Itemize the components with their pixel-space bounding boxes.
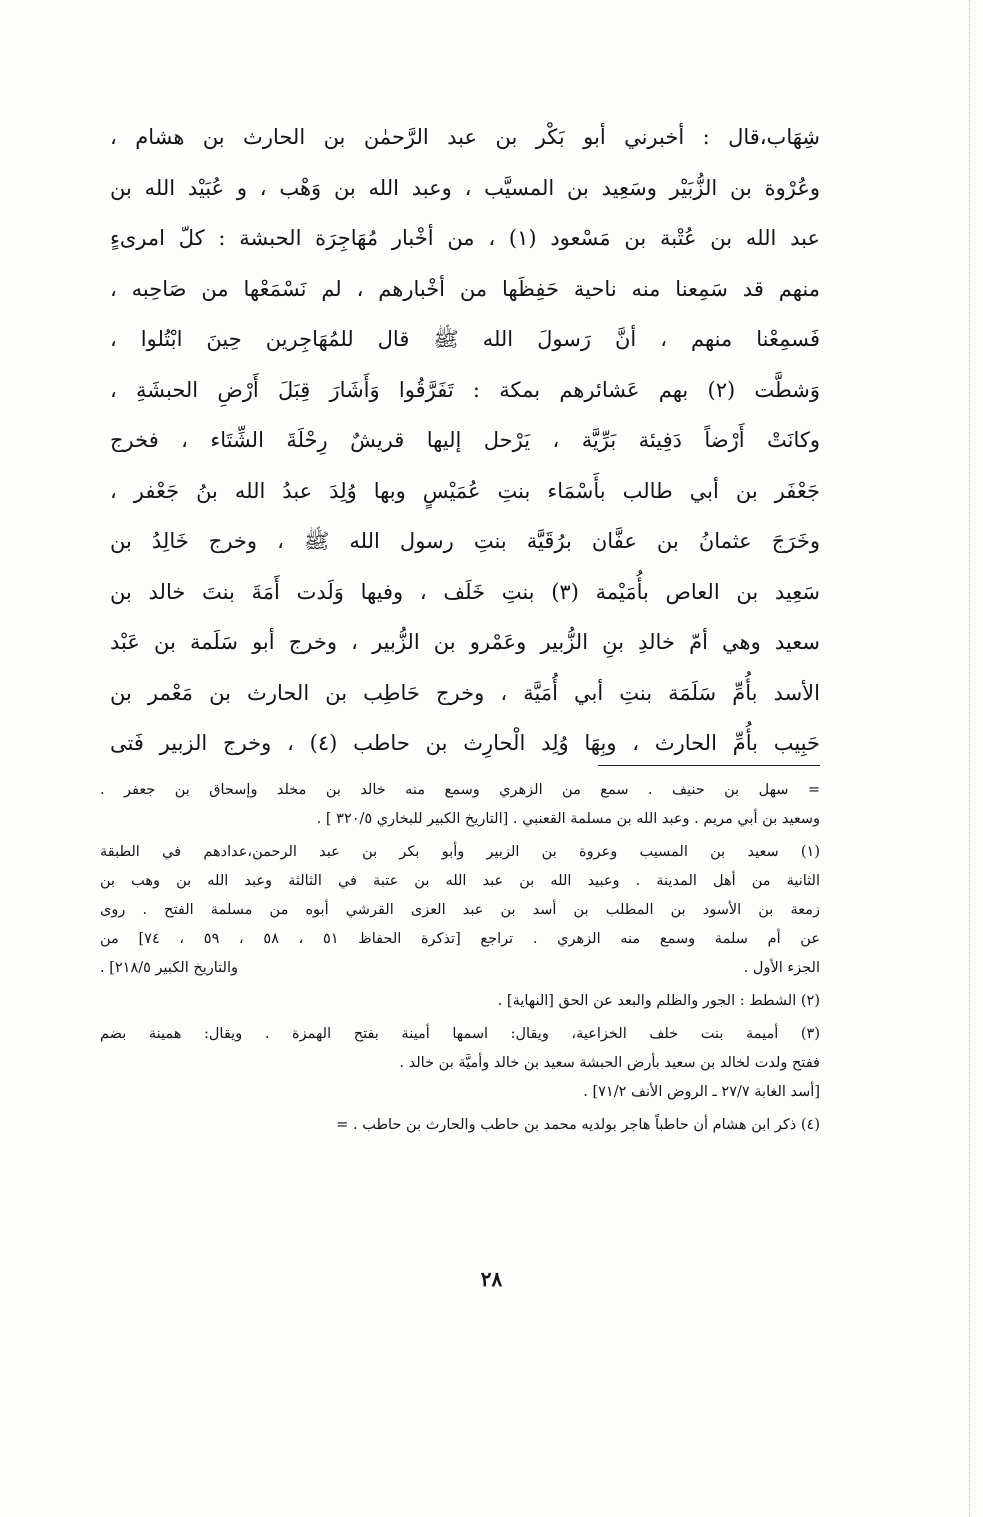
main-text-line: حَبِيب بأُمِّ الحارث ، وبِهَا وُلِد الْحارِث بن حاطب (٤) ، وخرج الزبير فَتى [110,731,820,755]
main-text-line: وعُرْوة بن الزُّبَيْر وسَعِيد بن المسيَّب ، وعبد الله بن وَهْب ، و عُبَيْد الله بن [110,175,820,200]
footnote-line: (٢) الشطط : الجور والظلم والبعد عن الحق [النهاية] . [497,993,820,1009]
footnote-reference: [أسد الغابة ٢٧/٧ ـ الروض الأنف ٧١/٢] . [583,1084,820,1100]
main-text-line: فَسمِعْنا منهم ، أنَّ رَسولَ الله ﷺ قال للمُهَاجِرين حِينَ ابْتُلوا ، [110,327,820,351]
footnote-line: ففتح ولدت لخالد بن سعيد بأرض الحبشة سعيد بن خالد وأميَّة بن خالد . [399,1055,820,1071]
footnote-2 [100,987,820,1016]
main-text-line: سَعِيد بن العاص بأُمَيْمة (٣) بنتِ خَلَف ، وفيها وَلَدت أَمَةَ بنتَ خالد بن [110,579,820,604]
footnote-line-right: الجزء الأول . [743,960,820,976]
footnote-line-left: والتاريخ الكبير ٢١٨/٥] . [100,960,239,976]
footnote-line: عن أم سلمة وسمع منه الزهري . تراجع [تذكرة الحفاظ ٥١ ، ٥٨ ، ٥٩ ، ٧٤] من [100,931,820,947]
footnote-line: وسعيد بن أبي مريم . وعبد الله بن مسلمة القعنبي . [التاريخ الكبير للبخاري ٣٢٠/٥ ] . [316,811,820,827]
footnote-line: = سهل بن حنيف . سمع من الزهري وسمع منه خالد بن مخلد وإسحاق بن جعفر . [100,782,820,798]
main-text-line: شِهَاب،قال : أخبرني أبو بَكْر بن عبد الرَّحمٰن بن الحارث بن هشام ، [110,125,820,149]
main-text-line: جَعْفَر بن أبي طالب بأَسْمَاء بنتِ عُمَيْسٍ وبها وُلِدَ عبدُ الله بنُ جَعْفر ، [110,478,820,503]
footnotes-block [100,776,820,1144]
footnote-4 [100,1111,820,1140]
main-text-block [110,112,820,769]
footnote-line: زمعة بن الأسود بن المطلب بن أسد بن عبد العزى القرشي أبوه من مسلمة الفتح . روى [100,902,820,918]
main-text-line: عبد الله بن عُتْبة بن مَسْعود (١) ، من أخْبار مُهَاجِرَة الحبشة : كلّ امرىءٍ [110,226,820,250]
footnote-line: (١) سعيد بن المسيب وعروة بن الزبير وأبو بكر بن عبد الرحمن،عدادهم في الطبقة [100,844,820,860]
footnote-separator-rule [598,765,820,766]
footnote-line: (٣) أميمة بنت خلف الخزاعية، ويقال: اسمها أمينة بفتح الهمزة . ويقال: همينة بضم [100,1026,820,1042]
main-text-line: وخَرَجَ عثمانُ بن عفَّان برُقَيَّة بنتِ رسول الله ﷺ ، وخرج خَالِدُ بن [110,529,820,553]
main-text-line: وَشطَّت (٢) بهم عَشائرهم بمكة : تَفَرَّقُوا وَأَشَارَ قِبَلَ أَرْضِ الحبشَةِ ، [110,377,820,402]
footnote-line: (٤) ذكر ابن هشام أن حاطباً هاجر بولديه محمد بن حاطب والحارث بن حاطب . = [336,1117,820,1133]
footnote-continuation [100,776,820,834]
footnote-1 [100,838,820,983]
page-number: ٢٨ [480,1267,503,1291]
main-text-line: وكانَتْ أَرْضاً دَفِيئة بَرِّيَّة ، يَرْحل إليها قريشٌ رِحْلَةَ الشِّتَاء ، فخرج [110,428,820,452]
footnote-line-split [100,954,820,983]
main-text-line: الأسد بأُمِّ سَلَمَة بنتِ أبي أُمَيَّة ، وخرج حَاطِب بن الحارث بن مَعْمر بن [110,680,820,705]
footnote-line: الثانية من أهل المدينة . وعبيد الله بن عبد الله بن عتبة في الثالثة وعبد الله بن وهب بن [100,873,820,889]
main-text-line: منهم قد سَمِعنا منه ناحية حَفِظَها من أخْبارهم ، لم نَسْمَعْها من صَاحِبه ، [110,276,820,301]
main-text-line: سعيد وهي أمّ خالدِ بنِ الزُّبير وعَمْرو بن الزُّبير ، وخرج أبو سَلَمة بن عَبْد [110,630,820,654]
footnote-3 [100,1020,820,1107]
